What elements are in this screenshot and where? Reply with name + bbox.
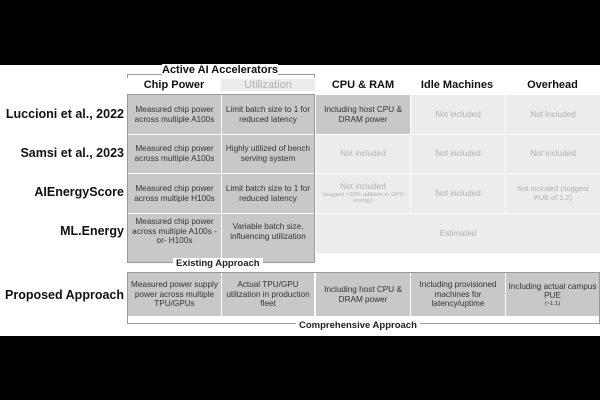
active-accelerators-header: Active AI Accelerators xyxy=(162,64,278,76)
cell-samsi-overhead: Not included xyxy=(506,135,600,173)
cell-samsi-idle: Not included xyxy=(411,135,505,173)
row-label-luccioni: Luccioni et al., 2022 xyxy=(5,107,124,121)
comparison-panel xyxy=(0,65,600,336)
overhead-campus-pue-value: (~1.1) xyxy=(544,300,561,307)
col-header-overhead: Overhead xyxy=(527,79,578,91)
cell-proposed-overhead xyxy=(506,273,599,316)
col-header-cpu-ram: CPU & RAM xyxy=(331,79,395,91)
row-label-aienergyscore: AIEnergyScore xyxy=(34,185,124,199)
row-label-proposed-approach: Proposed Approach xyxy=(5,288,124,302)
comprehensive-approach-caption: Comprehensive Approach xyxy=(296,320,420,332)
cell-luccioni-cpu-ram: Including host CPU & DRAM power xyxy=(316,95,410,134)
col-header-chip-power: Chip Power xyxy=(143,79,205,91)
cell-luccioni-chip-power: Measured chip power across multiple A100s xyxy=(128,95,221,134)
cell-aienergyscore-cpu-ram xyxy=(316,174,410,213)
cell-mlenergy-estimated: Estimated xyxy=(316,214,600,253)
cell-samsi-cpu-ram: Not included xyxy=(316,135,410,173)
cell-aienergyscore-overhead xyxy=(506,174,600,213)
cell-luccioni-overhead: Not included xyxy=(506,95,600,134)
overhead-campus-pue-text: Including actual campus PUE xyxy=(508,281,597,301)
cell-aienergyscore-chip-power: Measured chip power across multiple H100s xyxy=(128,174,221,213)
cell-mlenergy-utilization: Variable batch size, influencing utilization xyxy=(222,214,314,262)
row-label-mlenergy: ML.Energy xyxy=(60,224,124,238)
cell-proposed-idle: Including provisioned machines for latency/uptime xyxy=(411,273,505,316)
cell-mlenergy-chip-power: Measured chip power across multiple A100s -or- H100s xyxy=(128,214,221,262)
col-header-utilization: Utilization xyxy=(221,79,315,91)
cpu-ram-suggestion-note: (suggest +30% addition to GPU energy) xyxy=(322,191,404,205)
existing-approach-caption: Existing Approach xyxy=(173,258,263,270)
col-header-idle-machines: Idle Machines xyxy=(420,79,494,91)
cell-luccioni-idle: Not included xyxy=(411,95,505,134)
cell-proposed-chip-power: Measured power supply power across multiple TPU/GPUs xyxy=(128,273,221,316)
cell-aienergyscore-utilization: Limit batch size to 1 for reduced latency xyxy=(222,174,314,213)
cell-samsi-chip-power: Measured chip power across multiple A100s xyxy=(128,135,221,173)
cell-proposed-utilization: Actual TPU/GPU utilization in production fleet xyxy=(222,273,314,316)
cpu-ram-status-text: Not included xyxy=(340,182,386,191)
overhead-status-text: Not included (suggest xyxy=(517,183,589,193)
cell-luccioni-utilization: Limit batch size to 1 for reduced latency xyxy=(222,95,314,134)
overhead-pue-note: PUE of 1.2) xyxy=(533,192,573,202)
row-label-samsi: Samsi et al., 2023 xyxy=(20,146,124,160)
cell-proposed-cpu-ram: Including host CPU & DRAM power xyxy=(316,273,410,316)
cell-aienergyscore-idle: Not included xyxy=(411,174,505,213)
cell-samsi-utilization: Highly utilized of bench serving system xyxy=(222,135,314,173)
